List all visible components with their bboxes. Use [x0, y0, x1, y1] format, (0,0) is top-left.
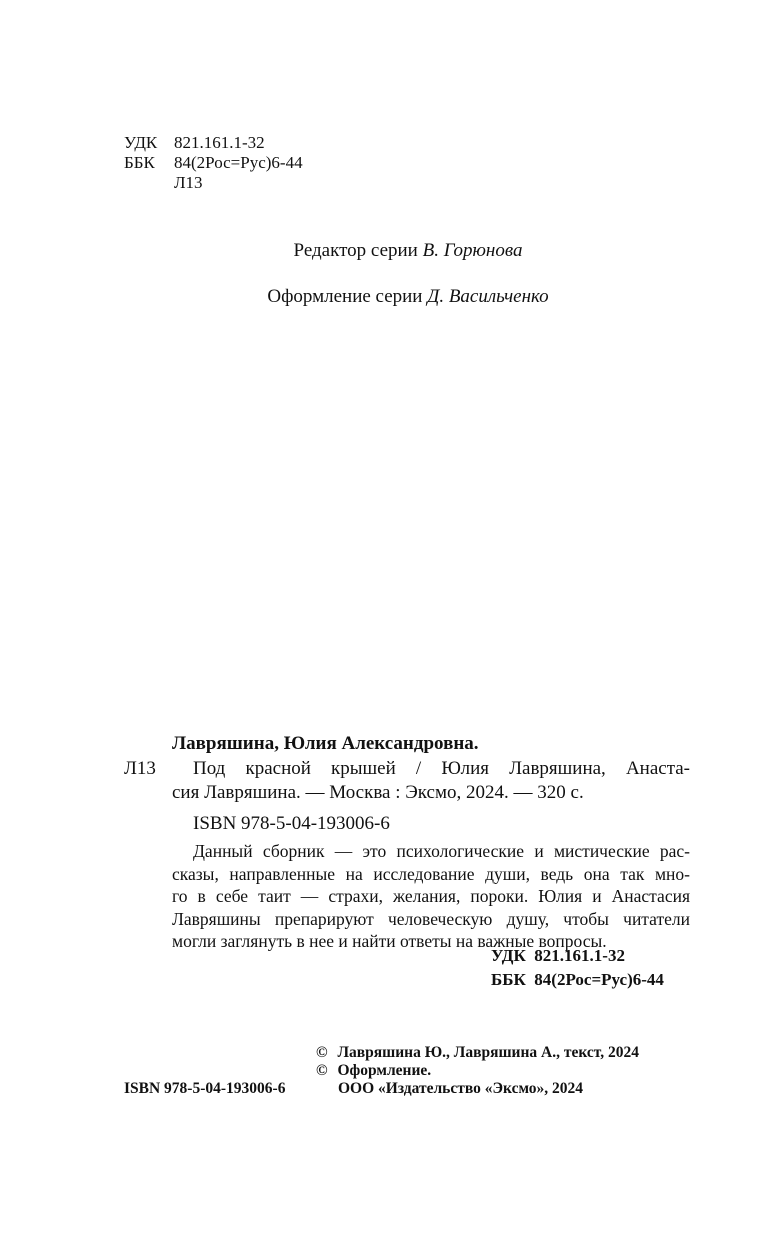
annotation-line: го в себе таит — страхи, желания, пороки. Юлия и Анастасия [172, 886, 690, 906]
copyright-symbol: © [316, 1062, 328, 1079]
design-name: Д. Васильченко [427, 286, 549, 307]
title-line-2: сия Лавряшина. — Москва : Эксмо, 2024. — 320 с. [172, 782, 584, 803]
series-design [0, 286, 768, 308]
author-heading: Лавряшина, Юлия Александровна. [172, 733, 479, 754]
udk-row [124, 133, 265, 153]
annotation-line: могли заглянуть в нее и найти ответы на важные вопросы. [172, 931, 607, 951]
record-udk: УДК 821.161.1-32 [491, 946, 625, 965]
copyright-row-2 [316, 1062, 431, 1080]
copyright-text: Лавряшина Ю., Лавряшина А., текст, 2024 [337, 1044, 639, 1061]
annotation-line: сказы, направленные на исследование души, ведь она так мно- [172, 863, 690, 884]
title-line-1: Под красной крышей / Юлия Лавряшина, Анаста- [193, 758, 690, 779]
annotation [172, 840, 690, 953]
annotation-line: Лавряшины препарируют человеческую душу, чтобы читатели [172, 908, 690, 929]
author-sign-row [124, 173, 203, 193]
annotation-line: Данный сборник — это психологические и мистические рас- [193, 841, 690, 861]
editor-name: В. Горюнова [422, 240, 523, 261]
copyright-isbn: ISBN 978-5-04-193006-6 [124, 1080, 286, 1097]
bbk-label: ББК [124, 153, 155, 172]
design-label: Оформление серии [267, 286, 423, 307]
author-sign: Л13 [174, 173, 203, 192]
series-editor [0, 240, 768, 262]
record-bbk: ББК 84(2Рос=Рус)6-44 [491, 970, 664, 989]
udk-label: УДК [124, 133, 158, 152]
bbk-row [124, 153, 303, 173]
bbk-value: 84(2Рос=Рус)6-44 [174, 153, 303, 172]
copyright-row-1 [316, 1044, 639, 1062]
copyright-text: Оформление. [337, 1062, 432, 1079]
copyright-symbol: © [316, 1044, 328, 1061]
record-isbn: ISBN 978-5-04-193006-6 [193, 813, 390, 834]
editor-label: Редактор серии [293, 240, 418, 261]
copyright-publisher: ООО «Издательство «Эксмо», 2024 [338, 1080, 584, 1097]
udk-value: 821.161.1-32 [174, 133, 265, 152]
record-sign: Л13 [124, 758, 156, 779]
